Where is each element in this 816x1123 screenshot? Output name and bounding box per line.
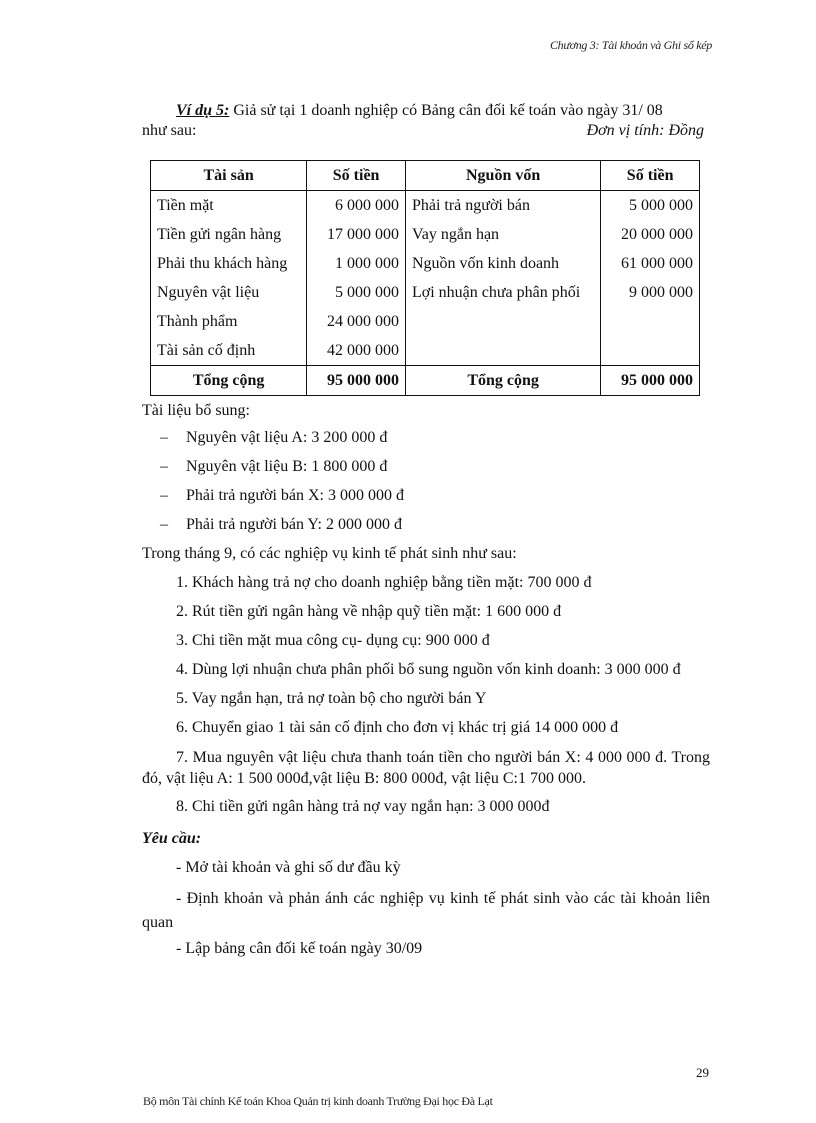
list-item (160, 515, 404, 544)
operation-item: 4. Dùng lợi nhuận chưa phân phối bổ sung nguồn vốn kinh doanh: 3 000 000 đ (176, 661, 681, 678)
asset-name: Tiền mặt (151, 191, 307, 221)
supplement-title: Tài liệu bổ sung: (142, 402, 250, 419)
requirements-list (142, 858, 710, 968)
intro-text: Giả sử tại 1 doanh nghiệp có Bảng cân đối kế toán vào ngày 31/ 08 (229, 102, 663, 119)
total-label-sources: Tổng cộng (405, 366, 600, 396)
operation-item: 7. Mua nguyên vật liệu chưa thanh toán tiền cho người bán X: 4 000 000 đ. Trong đó, vật liệu A: 1 500 000đ,vật liệu B: 800 000đ, vật liệu C:1 700 000. (142, 749, 710, 787)
supplement-list (160, 428, 404, 544)
table-total-row (151, 366, 700, 396)
page-footer: Bộ môn Tài chính Kế toán Khoa Quản trị kinh doanh Trường Đại học Đà Lạt (143, 1094, 493, 1108)
total-amount-sources: 95 000 000 (601, 366, 700, 396)
requirement-item: - Định khoản và phản ánh các nghiệp vụ kinh tế phát sinh vào các tài khoản liên quan (142, 890, 710, 931)
asset-name: Tài sản cố định (151, 336, 307, 366)
supplement-item-text: Phải trả người bán Y: 2 000 000 đ (186, 516, 402, 533)
source-name: Nguồn vốn kinh doanh (405, 249, 600, 278)
operation-item: 6. Chuyển giao 1 tài sản cố định cho đơn vị khác trị giá 14 000 000 đ (176, 719, 619, 736)
asset-name: Phải thu khách hàng (151, 249, 307, 278)
total-label-assets: Tổng cộng (151, 366, 307, 396)
operation-item: 8. Chi tiền gửi ngân hàng trả nợ vay ngắn hạn: 3 000 000đ (176, 798, 550, 815)
unit-label: Đơn vị tính: Đồng (586, 122, 704, 139)
example-label: Ví dụ 5: (176, 102, 230, 119)
asset-name: Thành phẩm (151, 307, 307, 336)
table-row (151, 278, 700, 307)
intro-continuation: như sau: (142, 122, 197, 139)
source-amount: 20 000 000 (601, 220, 700, 249)
asset-amount: 1 000 000 (307, 249, 406, 278)
table-row (151, 191, 700, 221)
operations-title: Trong tháng 9, có các nghiệp vụ kinh tế phát sinh như sau: (142, 545, 517, 562)
operation-item: 2. Rút tiền gửi ngân hàng về nhập quỹ tiền mặt: 1 600 000 đ (176, 603, 562, 620)
asset-amount: 24 000 000 (307, 307, 406, 336)
asset-amount: 17 000 000 (307, 220, 406, 249)
list-item (160, 486, 404, 515)
chapter-header: Chương 3: Tài khoản và Ghi sổ kép (549, 38, 712, 52)
list-item (160, 457, 404, 486)
requirement-item: - Lập bảng cân đối kế toán ngày 30/09 (176, 940, 423, 957)
source-name: Lợi nhuận chưa phân phối (405, 278, 600, 307)
source-name (405, 307, 600, 336)
header-sources: Nguồn vốn (405, 161, 600, 191)
source-amount: 9 000 000 (601, 278, 700, 307)
dash-bullet: – (160, 429, 168, 446)
header-amount: Số tiền (307, 161, 406, 191)
asset-amount: 6 000 000 (307, 191, 406, 221)
operation-item: 3. Chi tiền mặt mua công cụ- dụng cụ: 900 000 đ (176, 632, 490, 649)
source-name (405, 336, 600, 366)
header-amount: Số tiền (601, 161, 700, 191)
table-row (151, 220, 700, 249)
operation-item: 5. Vay ngắn hạn, trả nợ toàn bộ cho người bán Y (176, 690, 487, 707)
source-amount (601, 307, 700, 336)
intro-first-line (176, 101, 710, 121)
page-number: 29 (696, 1065, 709, 1080)
dash-bullet: – (160, 487, 168, 504)
source-amount: 5 000 000 (601, 191, 700, 221)
asset-amount: 5 000 000 (307, 278, 406, 307)
intro-second-line (142, 121, 710, 141)
source-name: Phải trả người bán (405, 191, 600, 221)
dash-bullet: – (160, 458, 168, 475)
operations-list (142, 573, 710, 826)
intro-paragraph (142, 101, 710, 141)
supplement-item-text: Phải trả người bán X: 3 000 000 đ (186, 487, 404, 504)
list-item (160, 428, 404, 457)
table-row (151, 249, 700, 278)
requirement-item: - Mở tài khoản và ghi số dư đầu kỳ (176, 859, 401, 876)
operation-item: 1. Khách hàng trả nợ cho doanh nghiệp bằng tiền mặt: 700 000 đ (176, 574, 592, 591)
table-row (151, 307, 700, 336)
total-amount-assets: 95 000 000 (307, 366, 406, 396)
table-header-row (151, 161, 700, 191)
asset-amount: 42 000 000 (307, 336, 406, 366)
requirements-title: Yêu cầu: (142, 830, 202, 847)
source-name: Vay ngắn hạn (405, 220, 600, 249)
asset-name: Tiền gửi ngân hàng (151, 220, 307, 249)
balance-sheet-table (150, 160, 700, 396)
dash-bullet: – (160, 516, 168, 533)
supplement-item-text: Nguyên vật liệu B: 1 800 000 đ (186, 458, 388, 475)
table-row (151, 336, 700, 366)
asset-name: Nguyên vật liệu (151, 278, 307, 307)
source-amount (601, 336, 700, 366)
header-assets: Tài sản (151, 161, 307, 191)
source-amount: 61 000 000 (601, 249, 700, 278)
supplement-item-text: Nguyên vật liệu A: 3 200 000 đ (186, 429, 388, 446)
